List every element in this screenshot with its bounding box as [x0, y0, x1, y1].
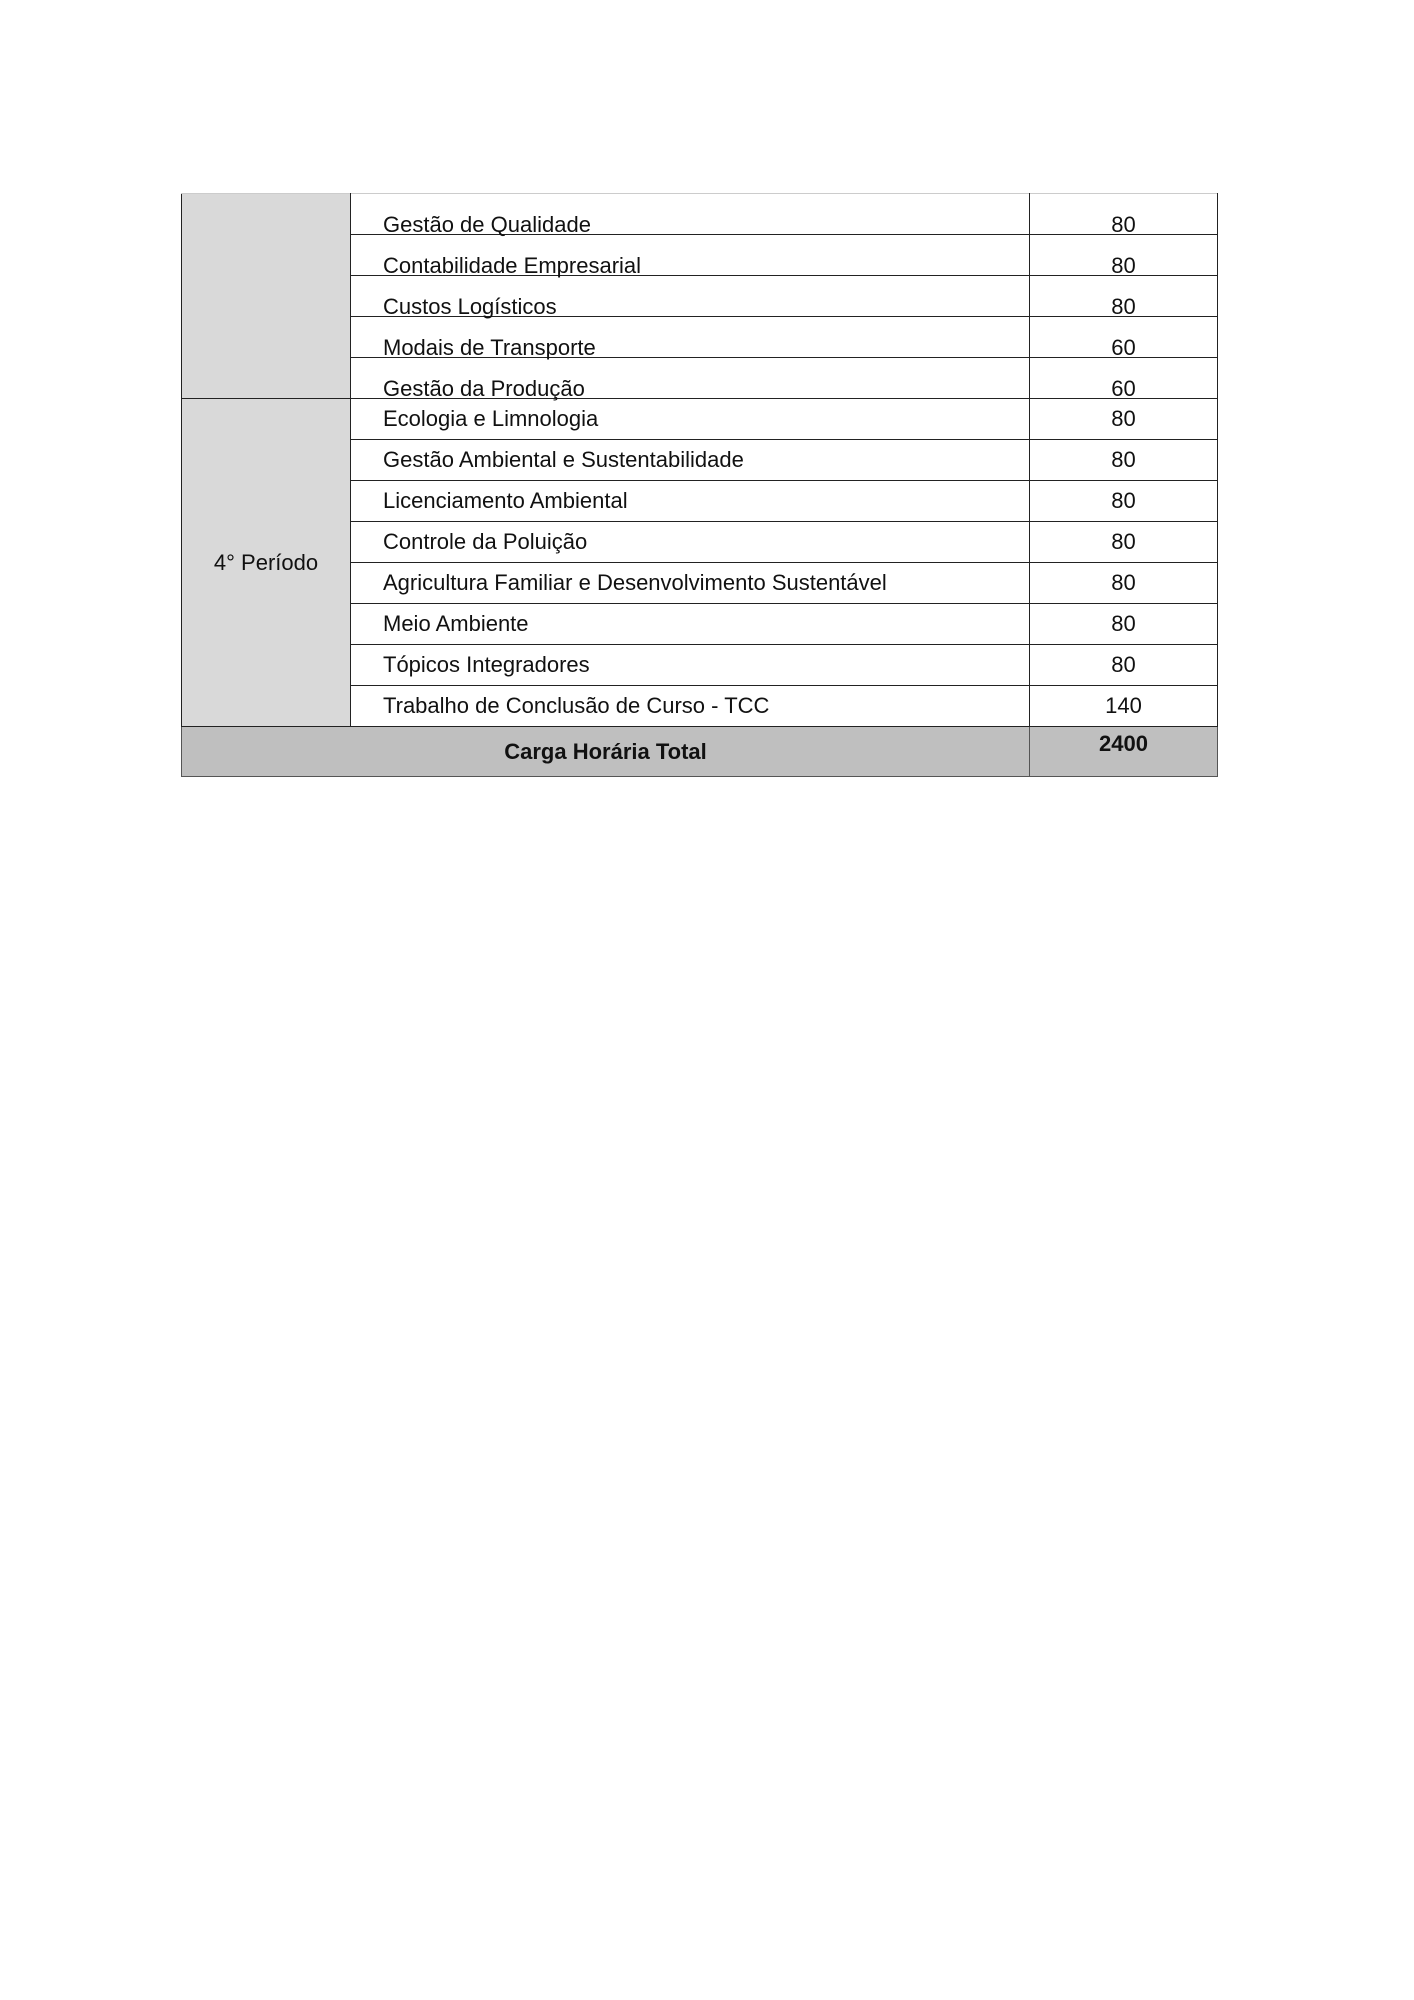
hours-cell: 60	[1030, 317, 1218, 358]
hours-cell: 80	[1030, 522, 1218, 563]
subject-cell: Controle da Poluição	[351, 522, 1030, 563]
total-row	[182, 727, 1218, 777]
subject-cell: Contabilidade Empresarial	[351, 235, 1030, 276]
subject-cell: Gestão Ambiental e Sustentabilidade	[351, 440, 1030, 481]
subject-cell: Modais de Transporte	[351, 317, 1030, 358]
hours-cell: 80	[1030, 399, 1218, 440]
total-label: Carga Horária Total	[182, 727, 1030, 777]
subject-cell: Ecologia e Limnologia	[351, 399, 1030, 440]
hours-cell: 80	[1030, 481, 1218, 522]
hours-cell: 80	[1030, 645, 1218, 686]
subject-cell: Gestão da Produção	[351, 358, 1030, 399]
hours-cell: 60	[1030, 358, 1218, 399]
subject-cell: Agricultura Familiar e Desenvolvimento Sustentável	[351, 563, 1030, 604]
hours-cell: 80	[1030, 194, 1218, 235]
hours-cell: 80	[1030, 276, 1218, 317]
hours-cell: 80	[1030, 440, 1218, 481]
period-cell: 4° Período	[182, 399, 351, 727]
table-row	[182, 399, 1218, 440]
total-hours: 2400	[1030, 727, 1218, 777]
subject-cell: Custos Logísticos	[351, 276, 1030, 317]
subject-cell: Meio Ambiente	[351, 604, 1030, 645]
period-cell	[182, 194, 351, 399]
subject-cell: Trabalho de Conclusão de Curso - TCC	[351, 686, 1030, 727]
hours-cell: 80	[1030, 604, 1218, 645]
table-row	[182, 194, 1218, 235]
hours-cell: 140	[1030, 686, 1218, 727]
subject-cell: Tópicos Integradores	[351, 645, 1030, 686]
subject-cell: Gestão de Qualidade	[351, 194, 1030, 235]
hours-cell: 80	[1030, 235, 1218, 276]
subject-cell: Licenciamento Ambiental	[351, 481, 1030, 522]
curriculum-table	[181, 193, 1218, 777]
hours-cell: 80	[1030, 563, 1218, 604]
